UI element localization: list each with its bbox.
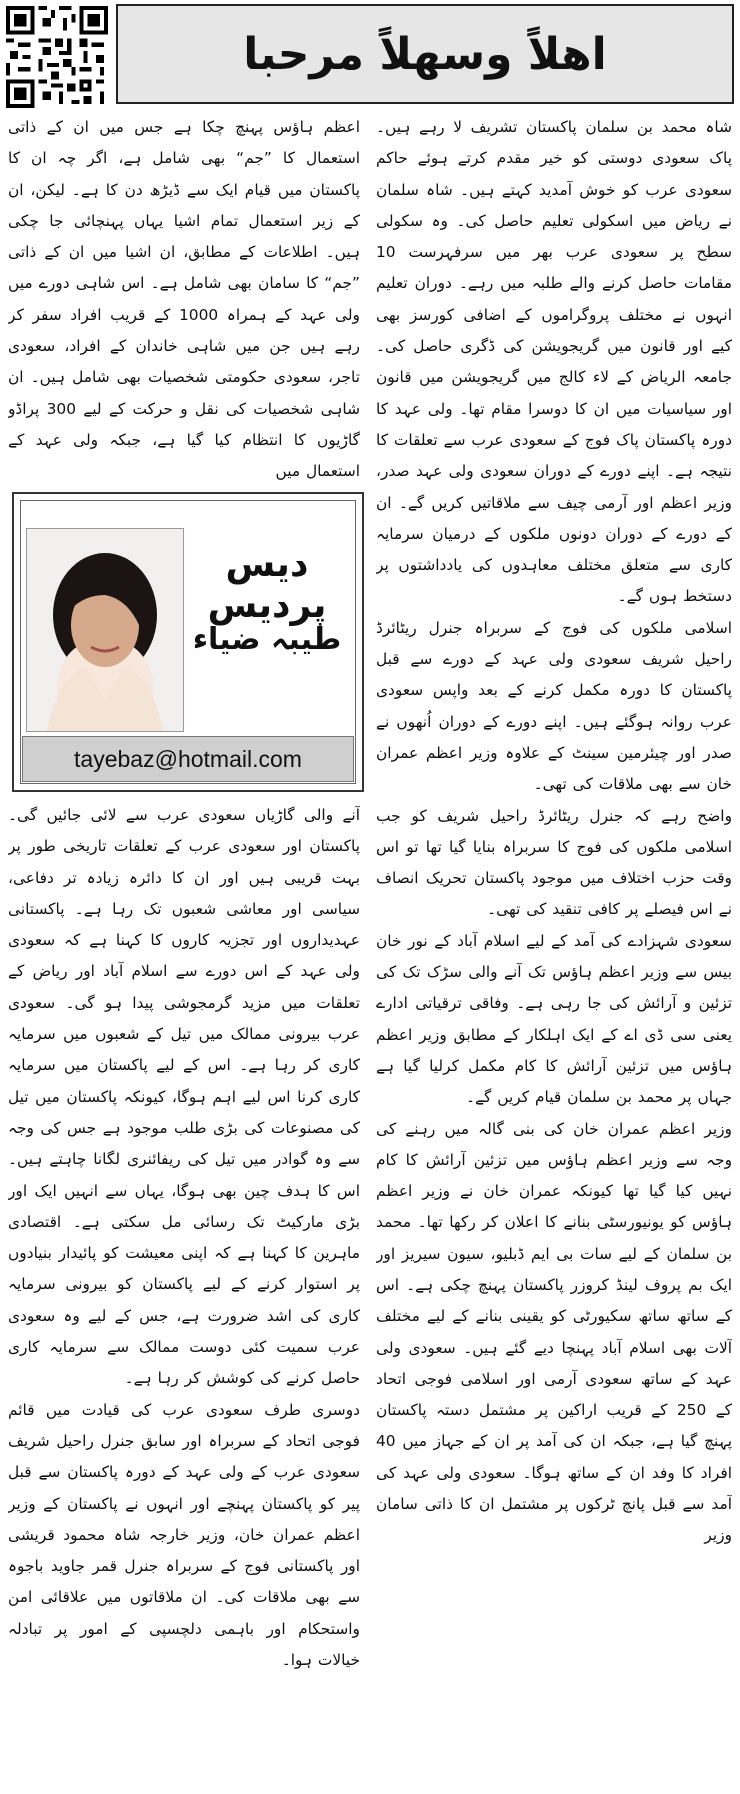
- paragraph: آنے والی گاڑیاں سعودی عرب سے لائی جائیں گی۔ پاکستان اور سعودی عرب کے تعلقات تاریخی طور پر بہت قریبی ہیں اور ان کا دائرہ زیادہ تر دفاعی، سیاسی اور معاشی شعبوں تک رہا ہے۔ پاکستانی عہدیداروں اور تجزیہ کاروں کا کہنا ہے کہ سعودی ولی عہد کے اس دورے سے اسلام آباد اور ریاض کے تعلقات میں مزید گرمجوشی پیدا ہو گی۔ سعودی عرب بیرونی ممالک میں تیل کے شعبوں میں سرمایہ کاری کر رہا ہے۔ اس کے لیے پاکستان میں سرمایہ کاری کرنا اس لیے اہم ہوگا، کیونکہ پاکستان میں تیل کی مصنوعات کی بڑی طلب موجود ہے جس کی وجہ سے وہ گوادر میں تیل کی ریفائنری لگانا چاہتے ہیں۔ اس کا ہدف چین بھی ہوگا، یہاں سے انہیں ایک اور بڑی مارکیٹ تک رسائی مل سکتی ہے۔ اقتصادی ماہرین کا کہنا ہے کہ اپنی معیشت کو پائیدار بنیادوں پر استوار کرنے کے لیے پاکستان کو بیرونی سرمایہ کاری کی اشد ضرورت ہے، جس کے لیے وہ سعودی عرب سمیت کئی دوست ممالک سے سرمایہ کاری حاصل کرنے کی کوشش کر رہا ہے۔: [8, 806, 360, 1388]
- paragraph: سعودی شہزادے کی آمد کے لیے اسلام آباد کے نور خان بیس سے وزیر اعظم ہاؤس تک آنے والی سڑک تک کی تزئین و آرائش کی جا رہی ہے۔ وفاقی ترقیاتی ادارے یعنی سی ڈی اے کے ایک اہلکار کے مطابق وزیر اعظم ہاؤس میں تزئین آرائش کا کام مکمل کرلیا گیا ہے جہاں پر محمد بن سلمان قیام کریں گے۔: [376, 931, 732, 1107]
- author-portrait-icon: [26, 528, 184, 732]
- article-column-left-top: [8, 112, 360, 482]
- paragraph: اسلامی ملکوں کی فوج کے سربراہ جنرل ریٹائرڈ راحیل شریف سعودی ولی عہد کے دورے سے قبل پاکستان کا دورہ مکمل کرنے کے بعد واپس سعودی عرب روانہ ہوگئے ہیں۔ اپنے دورے کے دوران اُنھوں نے صدر اور چیئرمین سینٹ کے علاوہ وزیر اعظم عمران خان سے بھی ملاقات کی تھی۔: [376, 618, 732, 794]
- paragraph: واضح رہے کہ جنرل ریٹائرڈ راحیل شریف کو جب اسلامی ملکوں کی فوج کا سربراہ بنایا گیا تھا تو اس وقت حزب اختلاف میں موجود پاکستان تحریک انصاف نے اس فیصلے پر کافی تنقید کی تھی۔: [376, 806, 732, 919]
- column-title: دیس پردیس: [207, 544, 327, 626]
- qr-code-icon: [6, 6, 108, 108]
- columnist-box: [12, 492, 364, 792]
- paragraph: شاہ محمد بن سلمان پاکستان تشریف لا رہے ہیں۔ پاک سعودی دوستی کو خیر مقدم کرتے ہوئے حاکم سعودی عرب کو خوش آمدید کہتے ہیں۔ شاہ سلمان نے ریاض میں اسکولی تعلیم حاصل کی۔ وہ سکولی سطح پر سعودی عرب بھر میں سرفہرست 10 مقامات حاصل کرنے والے طلبہ میں رہے۔ دوران تعلیم انہوں نے مختلف پروگراموں کے اضافی کورسز بھی کیے اور قانون میں گریجویشن کی ڈگری حاصل کی۔ جامعہ الریاض کے لاء کالج میں گریجویشن میں قانون اور سیاسیات میں ان کا دوسرا مقام تھا۔ ولی عہد کا دورہ پاکستان پاک فوج کے سعودی عرب سے تعلقات کا نتیجہ ہے۔ اپنے دورے کے دوران سعودی ولی عہد صدر، وزیر اعظم اور آرمی چیف سے ملاقاتیں کریں گے۔ ان کے دورے کے دوران دونوں ملکوں کے درمیان سرمایہ کاری سے متعلق مختلف معاہدوں کی یادداشتوں پر دستخط ہوں گے۔: [376, 118, 732, 606]
- article-title: اهلاً وسهلاً مرحبا: [243, 28, 607, 80]
- paragraph: دوسری طرف سعودی عرب کی قیادت میں قائم فوجی اتحاد کے سربراہ اور سابق جنرل راحیل شریف سعودی عرب کے ولی عہد کے دورہ پاکستان سے قبل پیر کو پاکستان پہنچے اور انہوں نے پاکستان کے وزیر اعظم عمران خان، وزیر خارجہ شاہ محمود قریشی اور پاکستانی فوج کے سربراہ جنرل قمر جاوید باجوہ سے بھی ملاقات کی۔ ان ملاقاتوں میں علاقائی امن واستحکام اور باہمی دلچسپی کے امور پر تبادلہ خیالات ہوا۔: [8, 1400, 360, 1670]
- article-column-right: [376, 112, 732, 1790]
- article-column-left-bottom: [8, 800, 360, 1790]
- author-email[interactable]: tayebaz@hotmail.com: [22, 736, 354, 782]
- author-name: طیبہ ضیاء: [192, 622, 342, 657]
- paragraph: اعظم ہاؤس پہنچ چکا ہے جس میں ان کے ذاتی استعمال کا ”جم“ بھی شامل ہے، اگر چہ ان کا پاکستان میں قیام ایک سے ڈیڑھ دن کا ہے۔ لیکن، ان کے زیر استعمال تمام اشیا یہاں پہنچائی جا چکی ہیں۔ اطلاعات کے مطابق، ان اشیا میں ان کے ذاتی ”جم“ کا سامان بھی شامل ہے۔ اس شاہی دورے میں ولی عہد کے ہمراہ 1000 کے قریب افراد سفر کر رہے ہیں جن میں شاہی خاندان کے افراد، سعودی تاجر، سعودی حکومتی شخصیات بھی شامل ہیں۔ ان شاہی شخصیات کی نقل و حرکت کے لیے 300 پراڈو گاڑیوں کا انتظام کیا گیا ہے، جبکہ ولی عہد کے استعمال میں: [8, 118, 360, 481]
- article-header: [116, 4, 734, 104]
- paragraph: وزیر اعظم عمران خان کی بنی گالہ میں رہنے کی وجہ سے وزیر اعظم ہاؤس میں تزئین آرائش کا کام نہیں کیا گیا تھا کیونکہ عمران خان نے وزیر اعظم ہاؤس کو یونیورسٹی بنانے کا اعلان کر رکھا تھا۔ محمد بن سلمان کے لیے سات بی ایم ڈبلیو، سیون سیریز اور ایک بم پروف لینڈ کروزر پاکستان پہنچ چکی ہے۔ اس کے ساتھ ساتھ سکیورٹی کو یقینی بنانے کے لیے مختلف آلات بھی اسلام آباد پہنچا دیے گئے ہیں۔ سعودی ولی عہد کے ساتھ سعودی آرمی اور اسلامی فوجی اتحاد کے 250 کے قریب اراکین پر مشتمل دستہ پاکستان پہنچ گیا ہے، جبکہ ان کی آمد پر ان کے جہاز میں 40 افراد کا وفد ان کے ساتھ ہوگا۔ سعودی ولی عہد کی آمد سے قبل پانچ ٹرکوں پر مشتمل ان کا ذاتی سامان وزیر: [376, 1119, 732, 1545]
